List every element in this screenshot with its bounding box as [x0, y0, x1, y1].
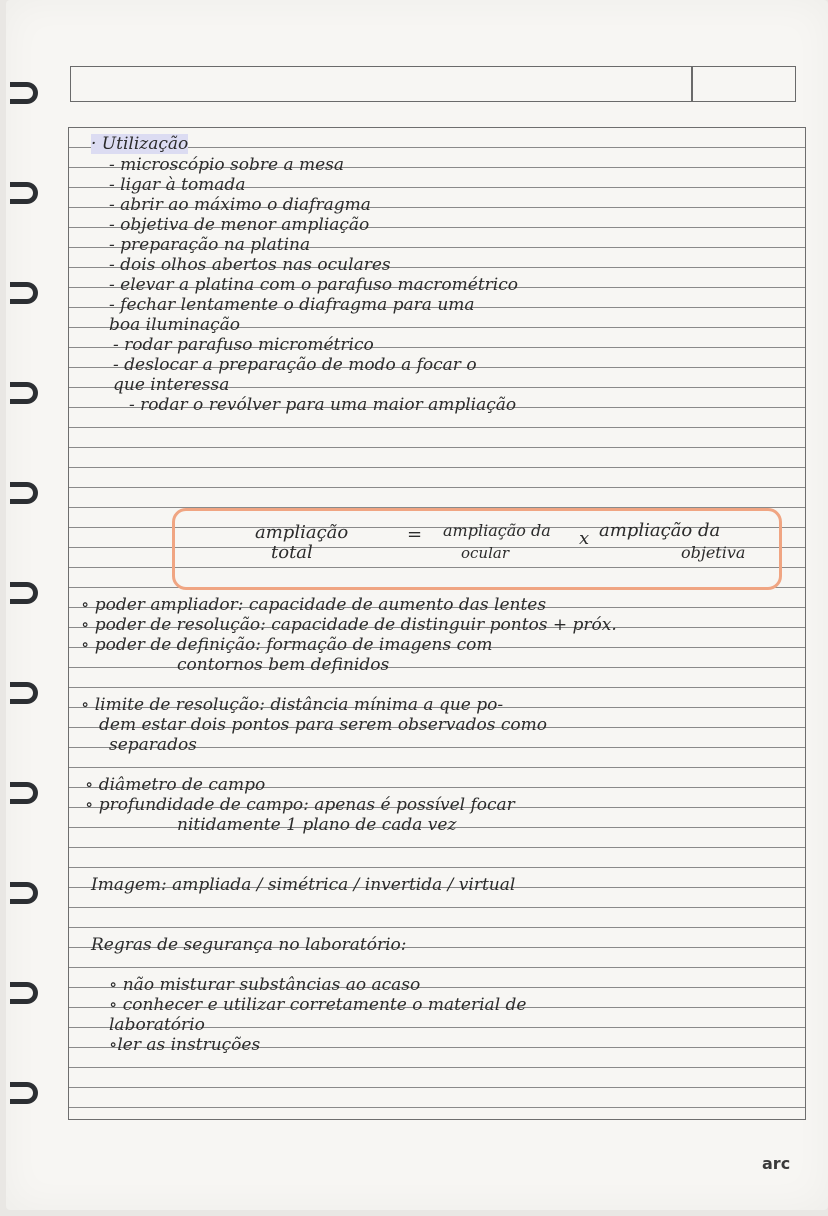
note-line: ∘ poder de definição: formação de imagens com [81, 635, 493, 655]
note-line: contornos bem definidos [177, 655, 390, 675]
note-line: - objetiva de menor ampliação [109, 215, 370, 235]
ring-icon [10, 482, 38, 504]
formula-mid-1: ampliação da [443, 521, 551, 540]
note-line: separados [109, 735, 197, 755]
ring-icon [10, 882, 38, 904]
note-line: - dois olhos abertos nas oculares [109, 255, 391, 275]
notebook-page [6, 0, 828, 1210]
formula-left-1: ampliação [255, 522, 349, 543]
note-line: que interessa [113, 375, 230, 395]
note-line: ∘ profundidade de campo: apenas é possível focar [85, 795, 515, 815]
ruled-area [68, 127, 806, 1120]
note-line: · Utilização [91, 134, 189, 154]
note-line: ∘ conhecer e utilizar corretamente o material de [109, 995, 527, 1015]
ring-icon [10, 182, 38, 204]
ring-icon [10, 1082, 38, 1104]
ring-icon [10, 782, 38, 804]
note-line: - microscópio sobre a mesa [109, 155, 345, 175]
formula-right-1: ampliação da [599, 520, 721, 541]
header-box [70, 66, 796, 102]
formula-left-2: total [271, 542, 313, 563]
formula-equals: = [407, 524, 423, 545]
note-line: - ligar à tomada [109, 175, 246, 195]
note-line: - rodar parafuso micrométrico [113, 335, 374, 355]
ring-icon [10, 282, 38, 304]
note-line: Regras de segurança no laboratório: [91, 935, 407, 955]
ring-icon [10, 982, 38, 1004]
note-line: - rodar o revólver para uma maior ampliação [129, 395, 517, 415]
note-line: ∘ler as instruções [109, 1035, 261, 1055]
watermark-logo: arc [762, 1154, 791, 1173]
note-line: ∘ poder de resolução: capacidade de distinguir pontos + próx. [81, 615, 617, 635]
note-line: ∘ não misturar substâncias ao acaso [109, 975, 421, 995]
ring-icon [10, 82, 38, 104]
ring-icon [10, 682, 38, 704]
note-line: dem estar dois pontos para serem observados como [99, 715, 547, 735]
formula-right-2: objetiva [681, 543, 746, 562]
note-line: ∘ limite de resolução: distância mínima a que po- [81, 695, 504, 715]
note-line: boa iluminação [109, 315, 241, 335]
binder-rings [6, 0, 46, 1216]
note-line: laboratório [109, 1015, 205, 1035]
formula-box [172, 508, 782, 590]
note-line: nitidamente 1 plano de cada vez [177, 815, 457, 835]
formula-mid-2: ocular [461, 544, 510, 562]
ring-icon [10, 382, 38, 404]
note-line: - abrir ao máximo o diafragma [109, 195, 371, 215]
formula-times: x [579, 528, 590, 549]
header-divider [691, 67, 693, 101]
note-line: - fechar lentamente o diafragma para uma [109, 295, 475, 315]
ring-icon [10, 582, 38, 604]
note-line: - elevar a platina com o parafuso macrométrico [109, 275, 518, 295]
note-line: Imagem: ampliada / simétrica / invertida / virtual [91, 875, 516, 895]
note-line: ∘ diâmetro de campo [85, 775, 266, 795]
note-line: - deslocar a preparação de modo a focar o [113, 355, 477, 375]
note-line: ∘ poder ampliador: capacidade de aumento das lentes [81, 595, 547, 615]
note-line: - preparação na platina [109, 235, 311, 255]
